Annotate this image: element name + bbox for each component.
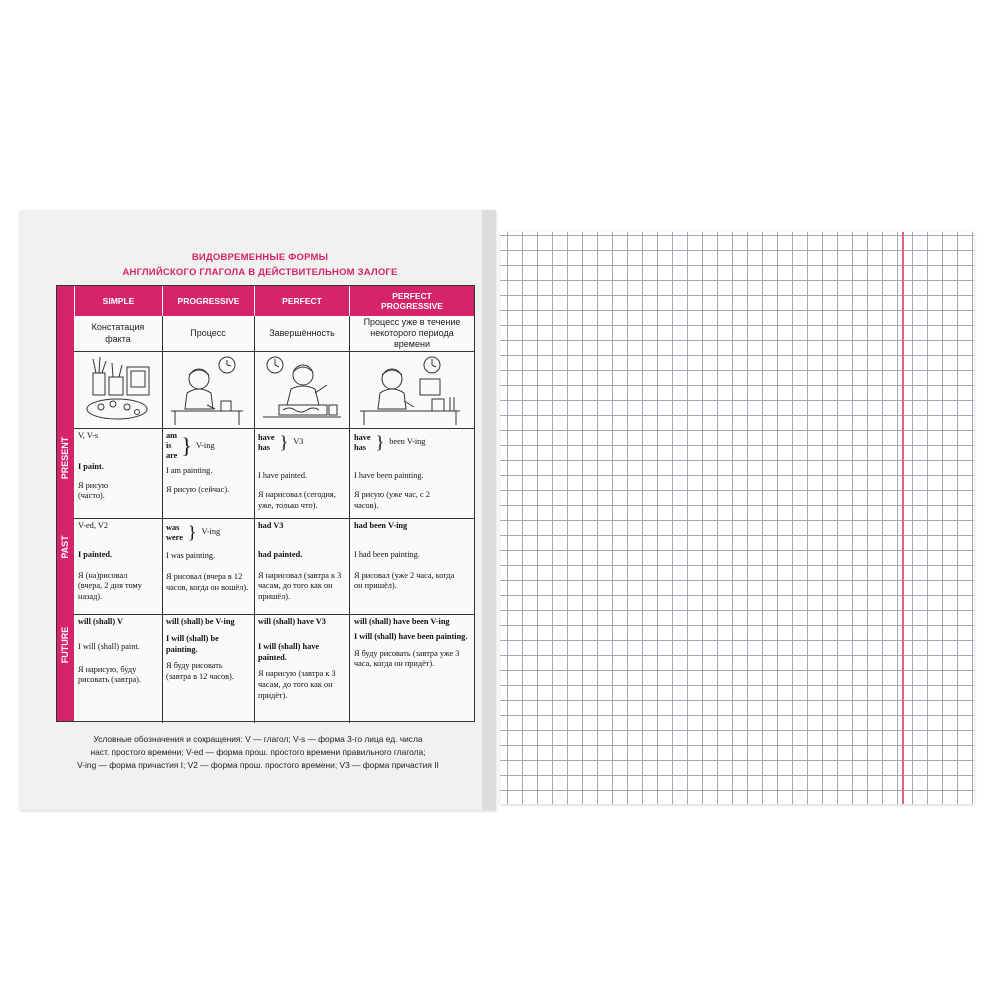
- divider: [254, 316, 255, 723]
- future-perfect-cell: [258, 617, 346, 702]
- past-progressive-example: I was painting.: [166, 551, 216, 561]
- future-progressive-form: will (shall) be V-ing: [166, 617, 235, 626]
- present-perfect-progressive-example: I have been painting.: [354, 471, 424, 481]
- column-desc-perfect: Завершённость: [269, 327, 335, 338]
- present-perfect-example: I have painted.: [258, 471, 308, 481]
- past-progressive-translation: Я рисовал (вчера в 12 часов, когда он вошёл).: [166, 572, 249, 592]
- boy-painting-for-time-illustration: [354, 355, 470, 426]
- aux-have: have: [258, 432, 275, 442]
- present-perfect-translation: Я нарисовал (сегодня, уже, только что).: [258, 490, 336, 510]
- future-simple-cell: [78, 617, 160, 686]
- past-progressive-cell: [166, 521, 252, 594]
- present-perfect-cell: [258, 431, 346, 512]
- divider: [74, 518, 474, 519]
- row-label-present: PRESENT: [60, 436, 70, 480]
- past-simple-example: I painted.: [78, 549, 113, 559]
- margin-line: [902, 232, 904, 804]
- future-progressive-cell: [166, 617, 246, 683]
- past-perfect-progressive-cell: [354, 521, 470, 592]
- present-progressive-example: I am painting.: [166, 465, 213, 475]
- graph-paper-page: [500, 232, 974, 804]
- present-progressive-aux-stack: [166, 431, 177, 461]
- present-simple-form: V, V-s: [78, 431, 99, 440]
- brace-icon: }: [375, 432, 385, 452]
- future-progressive-translation: Я буду рисовать (завтра в 12 часов).: [166, 661, 234, 682]
- aux-was: was: [166, 522, 180, 532]
- future-perfect-translation: Я нарисую (завтра к 3 часам, до того как он придёт).: [258, 669, 336, 700]
- divider: [162, 316, 163, 723]
- present-simple-example: I paint.: [78, 461, 104, 471]
- present-perfect-suffix: V3: [293, 437, 304, 447]
- future-simple-example: I will (shall) paint.: [78, 641, 140, 651]
- aux-am: am: [166, 431, 178, 440]
- boy-finished-painting-illustration: [257, 355, 347, 426]
- column-header-simple: SIMPLE: [74, 286, 162, 316]
- brace-icon: }: [279, 432, 289, 452]
- paint-supplies-illustration: [79, 355, 159, 426]
- aux-is: is: [166, 440, 172, 450]
- past-progressive-suffix: V-ing: [201, 527, 221, 537]
- divider: [74, 351, 474, 352]
- column-header-progressive: PROGRESSIVE: [162, 286, 254, 316]
- future-perfect-progressive-example: I will (shall) have been painting.: [354, 631, 468, 641]
- row-label-past: PAST: [60, 535, 70, 559]
- future-progressive-example: I will (shall) be painting.: [166, 633, 219, 654]
- future-perfect-example: I will (shall) have painted.: [258, 641, 320, 662]
- present-progressive-cell: [166, 431, 252, 495]
- future-perfect-progressive-cell: [354, 617, 470, 670]
- notebook-spine: [482, 210, 496, 810]
- future-perfect-progressive-form: will (shall) have been V-ing: [354, 617, 450, 626]
- divider: [74, 428, 474, 429]
- aux-were: were: [166, 532, 183, 542]
- past-perfect-form: had V3: [258, 521, 284, 530]
- aux-has: has: [354, 442, 366, 452]
- aux-has: has: [258, 442, 270, 452]
- present-perfect-progressive-translation: Я рисую (уже час, с 2 часов).: [354, 490, 430, 510]
- present-perfect-progressive-aux-stack: [354, 433, 371, 453]
- column-desc-perfect-progressive: Процесс уже в течение некоторого периода времени: [363, 316, 461, 350]
- divider: [74, 614, 474, 615]
- legend: [32, 733, 484, 772]
- present-simple-cell: [78, 431, 160, 502]
- title-line-1: ВИДОВРЕМЕННЫЕ ФОРМЫ: [191, 252, 329, 263]
- title-line-2: АНГЛИЙСКОГО ГЛАГОЛА В ДЕЙСТВИТЕЛЬНОМ ЗАЛОГЕ: [122, 267, 398, 278]
- legend-line-3: V-ing — форма причастия I; V2 — форма прош. простого времени; V3 — форма причастия II: [77, 760, 439, 771]
- column-header-perfect-progressive: PERFECT PROGRESSIVE: [349, 286, 474, 316]
- past-simple-translation: Я (на)рисовал (вчера, 2 дня тому назад).: [78, 570, 142, 602]
- future-simple-translation: Я нарисую, буду рисовать (завтра).: [78, 664, 142, 685]
- divider: [349, 316, 350, 723]
- row-label-future: FUTURE: [60, 626, 70, 664]
- legend-line-2: наст. простого времени; V-ed — форма прош. простого времени правильного глагола;: [90, 747, 426, 758]
- column-desc-simple: Констатация факта: [91, 322, 145, 344]
- past-perfect-progressive-translation: Я рисовал (уже 2 часа, когда он пришёл).: [354, 570, 455, 591]
- aux-have: have: [354, 432, 371, 442]
- past-perfect-translation: Я нарисовал (завтра к 3 часам, до того как он пришёл).: [258, 570, 342, 602]
- present-perfect-aux-stack: [258, 433, 275, 453]
- present-progressive-suffix: V-ing: [195, 440, 215, 450]
- aux-are: are: [166, 450, 178, 460]
- present-progressive-translation: Я рисую (сейчас).: [166, 484, 230, 494]
- present-perfect-progressive-cell: [354, 431, 470, 512]
- future-simple-form: will (shall) V: [78, 617, 124, 626]
- past-perfect-progressive-example: I had been painting.: [354, 549, 420, 559]
- brace-icon: }: [181, 432, 192, 458]
- column-header-perfect: PERFECT: [254, 286, 349, 316]
- tense-table: [56, 285, 475, 722]
- past-perfect-progressive-form: had been V-ing: [354, 521, 408, 530]
- past-perfect-cell: [258, 521, 346, 603]
- legend-line-1: Условные обозначения и сокращения: V — глагол; V-s — форма 3-го лица ед. числа: [93, 734, 423, 744]
- past-perfect-example: had painted.: [258, 549, 303, 559]
- future-perfect-progressive-translation: Я буду рисовать (завтра уже 3 часа, когда он придёт).: [354, 648, 460, 669]
- boy-painting-illustration: [167, 355, 249, 426]
- past-simple-cell: [78, 521, 160, 603]
- past-simple-form: V-ed, V2: [78, 521, 108, 530]
- past-progressive-aux-stack: [166, 523, 183, 543]
- present-perfect-progressive-suffix: been V-ing: [389, 437, 426, 447]
- brace-icon: }: [187, 522, 197, 542]
- column-desc-progressive: Процесс: [190, 327, 226, 338]
- present-simple-translation: Я рисую (часто).: [78, 480, 109, 501]
- future-perfect-form: will (shall) have V3: [258, 617, 326, 626]
